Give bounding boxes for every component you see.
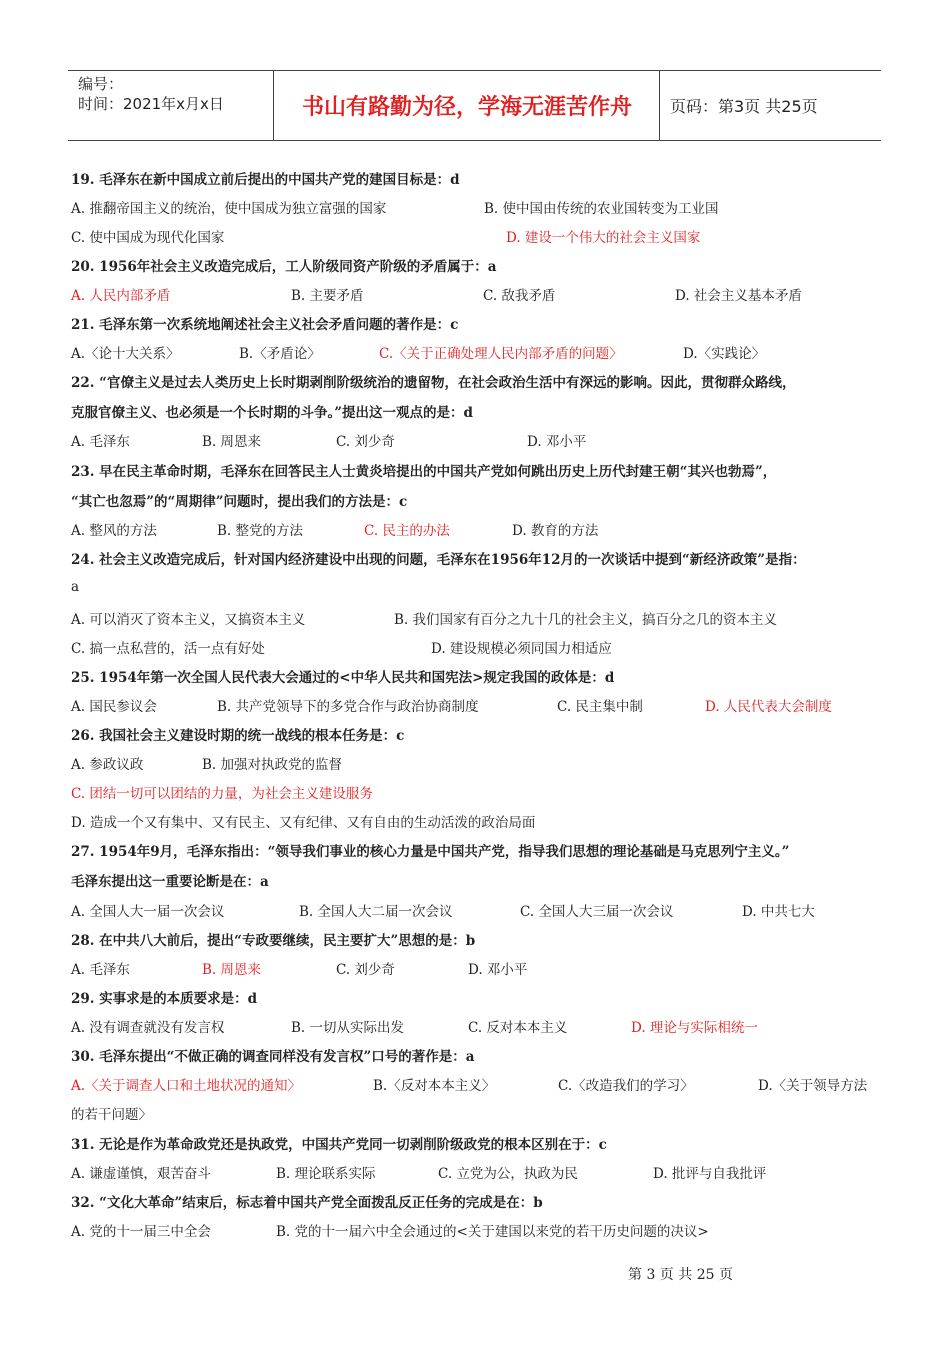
question-23-line1: 23. 早在民主革命时期，毛泽东在回答民主人士黄炎培提出的中国共产党如何跳出历史上历代封建王朝“其兴也勃焉”， <box>71 464 777 480</box>
option-c: C. 立党为公，执政为民 <box>438 1166 578 1182</box>
option-d: D. 批评与自我批评 <box>653 1166 767 1182</box>
option-a: A. 党的十一届三中全会 <box>71 1224 211 1240</box>
option-b: B. 主要矛盾 <box>291 288 364 304</box>
question-20: 20. 1956年社会主义改造完成后，工人阶级同资产阶级的矛盾属于：a <box>71 259 497 275</box>
option-d: D. 邓小平 <box>527 434 587 450</box>
number-label: 编号： <box>78 75 124 93</box>
question-27-line1: 27. 1954年9月，毛泽东指出：“领导我们事业的核心力量是中国共产党，指导我们思想的理论基础是马克思列宁主义。” <box>71 844 790 860</box>
option-c: C. 刘少奇 <box>336 962 395 978</box>
option-b: B.〈矛盾论〉 <box>239 346 321 362</box>
option-b: B. 整党的方法 <box>217 523 304 539</box>
option-d-answer: D. 建设一个伟大的社会主义国家 <box>506 230 701 246</box>
option-b: B.〈反对本本主义〉 <box>373 1078 496 1094</box>
option-c: C. 使中国成为现代化国家 <box>71 230 225 246</box>
question-32: 32. “文化大革命”结束后，标志着中国共产党全面拨乱反正任务的完成是在：b <box>71 1195 543 1211</box>
question-28: 28. 在中共八大前后，提出“专政要继续，民主要扩大”思想的是：b <box>71 933 476 949</box>
option-c: C. 刘少奇 <box>336 434 395 450</box>
option-a: A. 毛泽东 <box>71 962 130 978</box>
option-a: A. 参政议政 <box>71 757 144 773</box>
option-a: A. 国民参议会 <box>71 699 157 715</box>
option-a: A. 没有调查就没有发言权 <box>71 1020 225 1036</box>
option-b: B. 理论联系实际 <box>276 1166 376 1182</box>
option-b: B. 周恩来 <box>202 434 262 450</box>
option-d: D. 建设规模必须同国力相适应 <box>431 641 612 657</box>
option-a-answer: A. 人民内部矛盾 <box>71 288 171 304</box>
option-c: C. 全国人大三届一次会议 <box>520 904 674 920</box>
option-c-answer: C. 民主的办法 <box>364 523 450 539</box>
option-b: B. 全国人大二届一次会议 <box>299 904 453 920</box>
question-24-line1: 24. 社会主义改造完成后，针对国内经济建设中出现的问题，毛泽东在1956年12月的一次谈话中提到“新经济政策”是指： <box>71 552 806 568</box>
question-25: 25. 1954年第一次全国人民代表大会通过的<中华人民共和国宪法>规定我国的政体是：d <box>71 670 615 686</box>
question-27-line2: 毛泽东提出这一重要论断是在：a <box>71 874 269 890</box>
time-label: 时间：2021年x月x日 <box>78 95 224 113</box>
page-footer: 第 3 页 共 25 页 <box>628 1267 733 1283</box>
header-page-label: 页码：第3页 共25页 <box>670 97 818 116</box>
option-d: D. 中共七大 <box>742 904 815 920</box>
option-b: B. 加强对执政党的监督 <box>202 757 343 773</box>
option-b: B. 我们国家有百分之九十几的社会主义，搞百分之几的资本主义 <box>394 612 778 628</box>
option-d: D. 教育的方法 <box>512 523 599 539</box>
option-b: B. 共产党领导下的多党合作与政治协商制度 <box>217 699 479 715</box>
option-b: B. 使中国由传统的农业国转变为工业国 <box>484 201 719 217</box>
question-22-line1: 22. “官僚主义是过去人类历史上长时期剥削阶级统治的遗留物，在社会政治生活中有深远的影响。因此，贯彻群众路线， <box>71 375 796 391</box>
question-22-line2: 克服官僚主义、也必须是一个长时期的斗争。”提出这一观点的是：d <box>71 405 473 421</box>
option-c-answer: C.〈关于正确处理人民内部矛盾的问题〉 <box>379 346 623 362</box>
option-a: A.〈论十大关系〉 <box>71 346 180 362</box>
option-c: C. 反对本本主义 <box>468 1020 568 1036</box>
option-c: C.〈改造我们的学习〉 <box>558 1078 694 1094</box>
option-a: A. 整风的方法 <box>71 523 157 539</box>
question-21: 21. 毛泽东第一次系统地阐述社会主义社会矛盾问题的著作是：c <box>71 317 459 333</box>
option-c: C. 敌我矛盾 <box>483 288 556 304</box>
option-a: A. 可以消灭了资本主义，又搞资本主义 <box>71 612 306 628</box>
option-d-answer: D. 人民代表大会制度 <box>705 699 832 715</box>
question-26: 26. 我国社会主义建设时期的统一战线的根本任务是：c <box>71 728 405 744</box>
option-c: C. 民主集中制 <box>557 699 643 715</box>
question-29: 29. 实事求是的本质要求是：d <box>71 991 258 1007</box>
option-d: D. 造成一个又有集中、又有民主、又有纪律、又有自由的生动活泼的政治局面 <box>71 815 536 831</box>
option-b: B. 一切从实际出发 <box>291 1020 405 1036</box>
option-b-answer: B. 周恩来 <box>202 962 262 978</box>
option-a: A. 全国人大一届一次会议 <box>71 904 225 920</box>
option-d-answer: D. 理论与实际相统一 <box>631 1020 758 1036</box>
option-d: D.〈实践论〉 <box>683 346 766 362</box>
option-c: C. 搞一点私营的，活一点有好处 <box>71 641 265 657</box>
header-motto: 书山有路勤为径，学海无涯苦作舟 <box>275 71 660 140</box>
option-d: D.〈关于领导方法 <box>758 1078 868 1094</box>
option-a: A. 推翻帝国主义的统治，使中国成为独立富强的国家 <box>71 201 387 217</box>
header-meta <box>68 71 274 140</box>
option-b: B. 党的十一届六中全会通过的<关于建国以来党的若干历史问题的决议> <box>276 1224 709 1240</box>
option-a-answer: A.〈关于调查人口和土地状况的通知〉 <box>71 1078 302 1094</box>
question-30: 30. 毛泽东提出“不做正确的调查同样没有发言权”口号的著作是：a <box>71 1049 475 1065</box>
option-c-answer: C. 团结一切可以团结的力量，为社会主义建设服务 <box>71 786 373 802</box>
option-d-continued: 的若干问题〉 <box>71 1107 152 1123</box>
question-23-line2: “其亡也忽焉”的“周期律”问题时，提出我们的方法是：c <box>71 494 408 510</box>
question-24-line2: a <box>71 579 80 595</box>
question-31: 31. 无论是作为革命政党还是执政党，中国共产党同一切剥削阶级政党的根本区别在于：c <box>71 1137 607 1153</box>
option-d: D. 邓小平 <box>468 962 528 978</box>
option-a: A. 毛泽东 <box>71 434 130 450</box>
option-a: A. 谦虚谨慎，艰苦奋斗 <box>71 1166 211 1182</box>
question-19: 19. 毛泽东在新中国成立前后提出的中国共产党的建国目标是：d <box>71 172 460 188</box>
page-header <box>68 70 881 141</box>
option-d: D. 社会主义基本矛盾 <box>675 288 802 304</box>
